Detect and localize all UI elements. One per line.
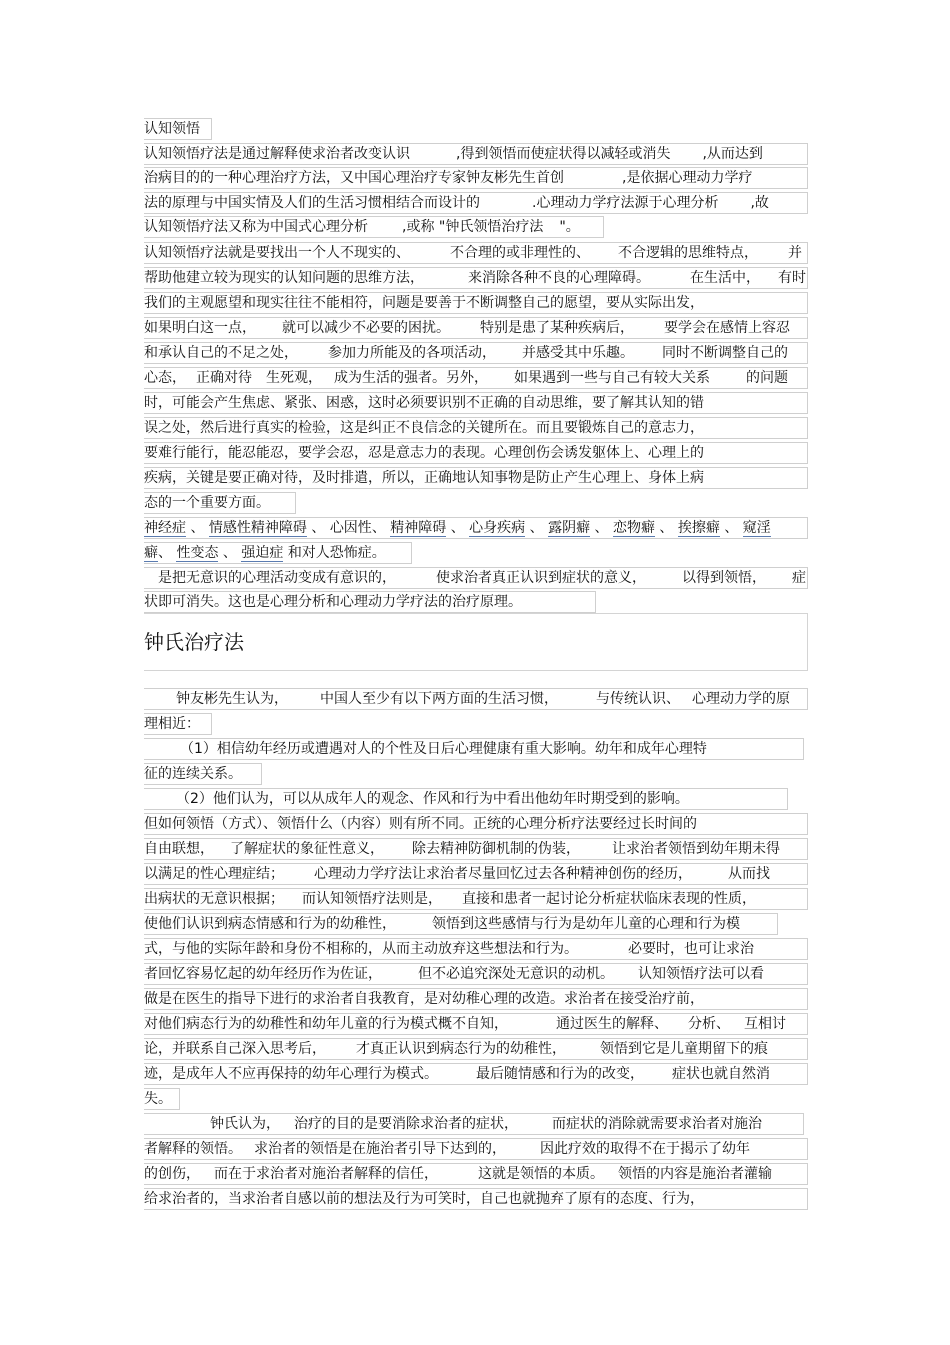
link-exhibitionism[interactable]: 露阴癖 bbox=[548, 520, 591, 536]
link-voyeurism-cont[interactable]: 癖 bbox=[144, 545, 158, 561]
para4-line-20: 的创伤， 而在于求治者对施治者解释的信任， 这就是领悟的本质。 领悟的内容是施治者灌输 bbox=[144, 1163, 808, 1185]
para4-line-16: 迹，是成年人不应再保持的幼年心理行为模式。 最后随情感和行为的改变， 症状也就自然消 bbox=[144, 1063, 808, 1085]
para4-line-13: 做是在医生的指导下进行的求治者自我教育，是对幼稚心理的改造。求治者在接受治疗前， bbox=[144, 988, 808, 1010]
doc-title: 认知领悟 bbox=[144, 118, 212, 140]
para1-line-3: 法的原理与中国实情及人们的生活习惯相结合而设计的 .心理动力学疗法源于心理分析 ,故 bbox=[144, 192, 808, 214]
link-frotteurism[interactable]: 挨擦癖 bbox=[677, 520, 720, 536]
para2-line-3: 我们的主观愿望和现实往往不能相符，问题是要善于不断调整自己的愿望，要从实际出发， bbox=[144, 292, 808, 314]
text-psychogenic: 心因性 bbox=[329, 520, 372, 536]
para4-line-14: 对他们病态行为的幼稚性和幼年儿童的行为模式概不自知， 通过医生的解释、 分析、 互相讨 bbox=[144, 1013, 808, 1035]
para4-line-19: 者解释的领悟。 求治者的领悟是在施治者引导下达到的， 因此疗效的取得不在于揭示了幼年 bbox=[144, 1138, 808, 1160]
para4-line-6: 但如何领悟（方式）、领悟什么（内容）则有所不同。正统的心理分析疗法要经过长时间的 bbox=[144, 813, 808, 835]
link-neurosis[interactable]: 神经症 bbox=[144, 520, 186, 536]
para4-line-3: （1）相信幼年经历或遭遇对人的个性及日后心理健康有重大影响。幼年和成年心理特 bbox=[144, 738, 804, 760]
disorder-links-line-1: 神经症 、 情感性精神障碍 、 心因性、 精神障碍 、 心身疾病 、 露阴癖 、 恋物癖 、 挨擦癖 、 窥淫 bbox=[144, 517, 808, 539]
para2-line-8: 误之处，然后进行真实的检验，这是纠正不良信念的关键所在。而且要锻炼自己的意志力， bbox=[144, 417, 808, 439]
para3-line-1: 是把无意识的心理活动变成有意识的， 使求治者真正认识到症状的意义， 以得到领悟， 症 bbox=[144, 567, 808, 589]
para4-line-17: 失。 bbox=[144, 1088, 180, 1110]
disorder-links-line-2: 癖、 性变态 、 强迫症 和对人恐怖症。 bbox=[144, 542, 412, 564]
para4-line-18: 钟氏认为， 治疗的目的是要消除求治者的症状， 而症状的消除就需要求治者对施治 bbox=[144, 1113, 804, 1135]
para2-line-10: 疾病，关键是要正确对待，及时排遣，所以，正确地认知事物是防止产生心理上、身体上病 bbox=[144, 467, 808, 489]
link-fetishism[interactable]: 恋物癖 bbox=[612, 520, 655, 536]
para4-line-2: 理相近： bbox=[144, 713, 212, 735]
para4-line-1: 钟友彬先生认为， 中国人至少有以下两方面的生活习惯， 与传统认识、 心理动力学的原 bbox=[144, 688, 808, 710]
link-sexual-perversion[interactable]: 性变态 bbox=[176, 545, 219, 561]
para4-line-12: 者回忆容易忆起的幼年经历作为佐证， 但不必追究深处无意识的动机。 认知领悟疗法可以看 bbox=[144, 963, 808, 985]
para4-line-9: 出病状的无意识根据； 而认知领悟疗法则是， 直接和患者一起讨论分析症状临床表现的性质， bbox=[144, 888, 808, 910]
para3-line-2: 状即可消失。这也是心理分析和心理动力学疗法的治疗原理。 bbox=[144, 591, 596, 613]
section-heading: 钟氏治疗法 bbox=[144, 613, 808, 671]
para4-line-15: 论，并联系自己深入思考后， 才真正认识到病态行为的幼稚性， 领悟到它是儿童期留下的痕 bbox=[144, 1038, 808, 1060]
para4-line-5: （2）他们认为，可以从成年人的观念、作风和行为中看出他幼年时期受到的影响。 bbox=[144, 788, 788, 810]
para4-line-8: 以满足的性心理症结； 心理动力学疗法让求治者尽量回忆过去各种精神创伤的经历， 从而找 bbox=[144, 863, 808, 885]
para2-line-4: 如果明白这一点， 就可以减少不必要的困扰。 特别是患了某种疾病后， 要学会在感情上容忍 bbox=[144, 317, 808, 339]
para2-line-2: 帮助他建立较为现实的认知问题的思维方法， 来消除各种不良的心理障碍。 在生活中， 有时 bbox=[144, 267, 808, 289]
link-psychosomatic-disease[interactable]: 心身疾病 bbox=[469, 520, 526, 536]
para4-line-10: 使他们认识到病态情感和行为的幼稚性， 领悟到这些感情与行为是幼年儿童的心理和行为模 bbox=[144, 913, 778, 935]
link-ocd[interactable]: 强迫症 bbox=[241, 545, 284, 561]
link-mental-disorder[interactable]: 精神障碍 bbox=[390, 520, 447, 536]
para4-line-4: 征的连续关系。 bbox=[144, 763, 262, 785]
para2-line-6: 心态， 正确对待 生死观， 成为生活的强者。另外， 如果遇到一些与自己有较大关系 的问题 bbox=[144, 367, 808, 389]
para4-line-7: 自由联想， 了解症状的象征性意义， 除去精神防御机制的伪装， 让求治者领悟到幼年期未得 bbox=[144, 838, 808, 860]
para4-line-11: 式，与他的实际年龄和身份不相称的，从而主动放弃这些想法和行为。 必要时，也可让求治 bbox=[144, 938, 808, 960]
para4-line-21: 给求治者的，当求治者自感以前的想法及行为可笑时，自己也就抛弃了原有的态度、行为， bbox=[144, 1188, 808, 1210]
para1-line-1: 认知领悟疗法是通过解释使求治者改变认识 ,得到领悟而使症状得以减轻或消失 ,从而达到 bbox=[144, 143, 808, 165]
link-affective-disorder[interactable]: 情感性精神障碍 bbox=[208, 520, 307, 536]
para1-line-2: 治病目的的一种心理治疗方法，又中国心理治疗专家钟友彬先生首创 ,是依据心理动力学疗 bbox=[144, 167, 808, 189]
para2-line-1: 认知领悟疗法就是要找出一个人不现实的、 不合理的或非理性的、 不合逻辑的思维特点， 并 bbox=[144, 242, 808, 264]
link-voyeurism[interactable]: 窥淫 bbox=[742, 520, 771, 536]
para2-line-5: 和承认自己的不足之处， 参加力所能及的各项活动， 并感受其中乐趣。 同时不断调整自己的 bbox=[144, 342, 808, 364]
para2-line-11: 态的一个重要方面。 bbox=[144, 492, 296, 514]
para2-line-9: 要难行能行，能忍能忍，要学会忍，忍是意志力的表现。心理创伤会诱发躯体上、心理上的 bbox=[144, 442, 808, 464]
para2-line-7: 时，可能会产生焦虑、紧张、困惑，这时必须要识别不正确的自动思维，要了解其认知的错 bbox=[144, 392, 808, 414]
para1-line-4: 认知领悟疗法又称为中国式心理分析 ,或称 "钟氏领悟治疗法 "。 bbox=[144, 216, 604, 238]
